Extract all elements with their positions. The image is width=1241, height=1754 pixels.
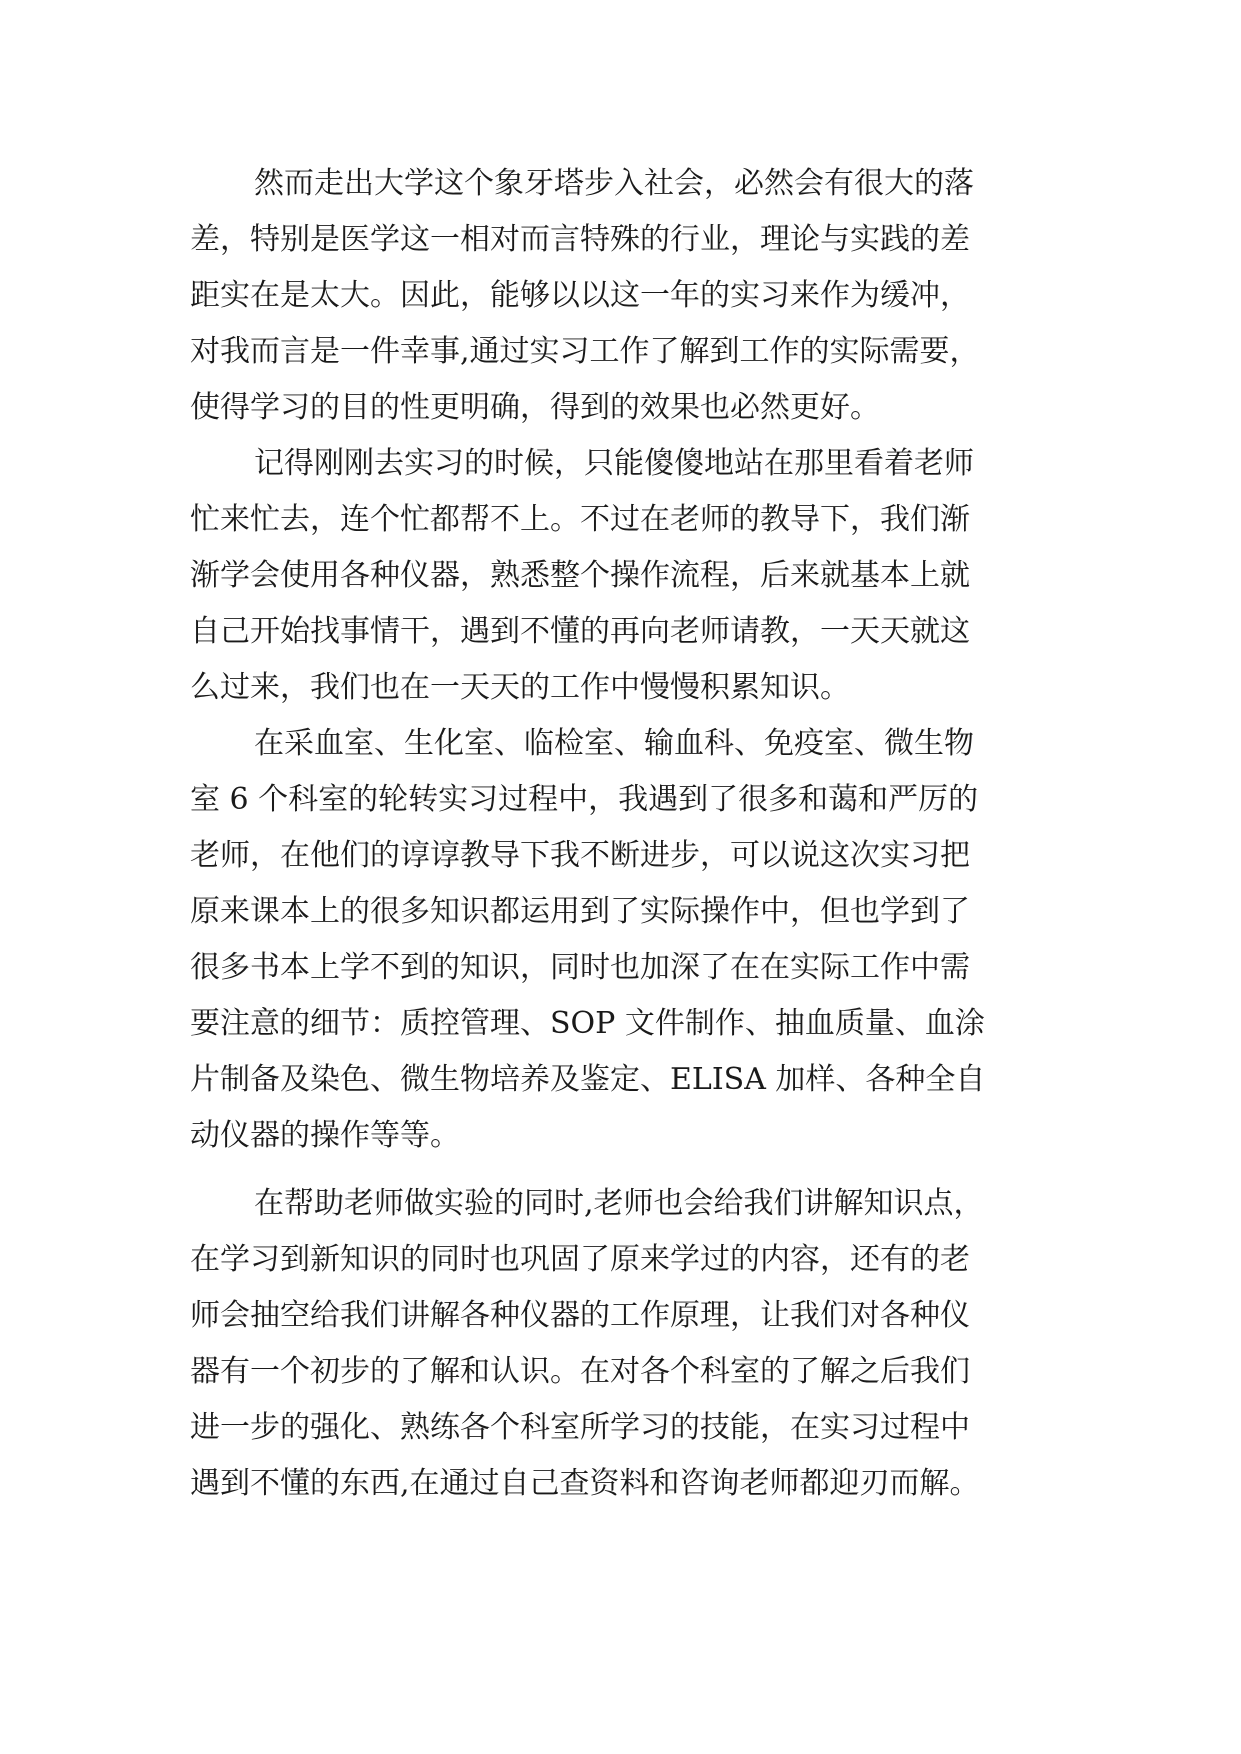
paragraph-line: 距实在是太大。因此，能够以以这一年的实习来作为缓冲， — [190, 278, 970, 313]
paragraph-line: 室 6 个科室的轮转实习过程中，我遇到了很多和蔼和严厉的 — [190, 782, 979, 817]
paragraph-line: 在学习到新知识的同时也巩固了原来学过的内容，还有的老 — [190, 1242, 970, 1277]
paragraph-line: 忙来忙去，连个忙都帮不上。不过在老师的教导下，我们渐 — [190, 502, 970, 537]
paragraph-line: 进一步的强化、熟练各个科室所学习的技能，在实习过程中 — [190, 1410, 970, 1445]
paragraph-line: 师会抽空给我们讲解各种仪器的工作原理，让我们对各种仪 — [190, 1298, 970, 1333]
paragraph-line: 渐学会使用各种仪器，熟悉整个操作流程，后来就基本上就 — [190, 558, 970, 593]
paragraph-line: 遇到不懂的东西,在通过自己查资料和咨询老师都迎刃而解。 — [190, 1466, 980, 1501]
paragraph-line: 对我而言是一件幸事,通过实习工作了解到工作的实际需要， — [190, 334, 980, 369]
paragraph-line: 原来课本上的很多知识都运用到了实际操作中，但也学到了 — [190, 894, 970, 929]
paragraph-line: 器有一个初步的了解和认识。在对各个科室的了解之后我们 — [190, 1354, 970, 1389]
paragraph-line: 很多书本上学不到的知识，同时也加深了在在实际工作中需 — [190, 950, 970, 985]
paragraph-line: 老师，在他们的谆谆教导下我不断进步，可以说这次实习把 — [190, 838, 970, 873]
paragraph-line: 然而走出大学这个象牙塔步入社会，必然会有很大的落 — [254, 166, 974, 201]
paragraph-line: 记得刚刚去实习的时候，只能傻傻地站在那里看着老师 — [254, 446, 974, 481]
paragraph-line: 在帮助老师做实验的同时,老师也会给我们讲解知识点， — [254, 1186, 984, 1221]
paragraph-line: 在采血室、生化室、临检室、输血科、免疫室、微生物 — [254, 726, 974, 761]
paragraph-line: 自己开始找事情干，遇到不懂的再向老师请教，一天天就这 — [190, 614, 970, 649]
paragraph-line: 要注意的细节：质控管理、SOP 文件制作、抽血质量、血涂 — [190, 1006, 985, 1041]
paragraph-line: 差，特别是医学这一相对而言特殊的行业，理论与实践的差 — [190, 222, 970, 257]
paragraph-line: 片制备及染色、微生物培养及鉴定、ELISA 加样、各种全自 — [190, 1062, 986, 1097]
paragraph-line: 使得学习的目的性更明确，得到的效果也必然更好。 — [190, 390, 880, 425]
paragraph-line: 动仪器的操作等等。 — [190, 1118, 460, 1153]
paragraph-line: 么过来，我们也在一天天的工作中慢慢积累知识。 — [190, 670, 850, 705]
